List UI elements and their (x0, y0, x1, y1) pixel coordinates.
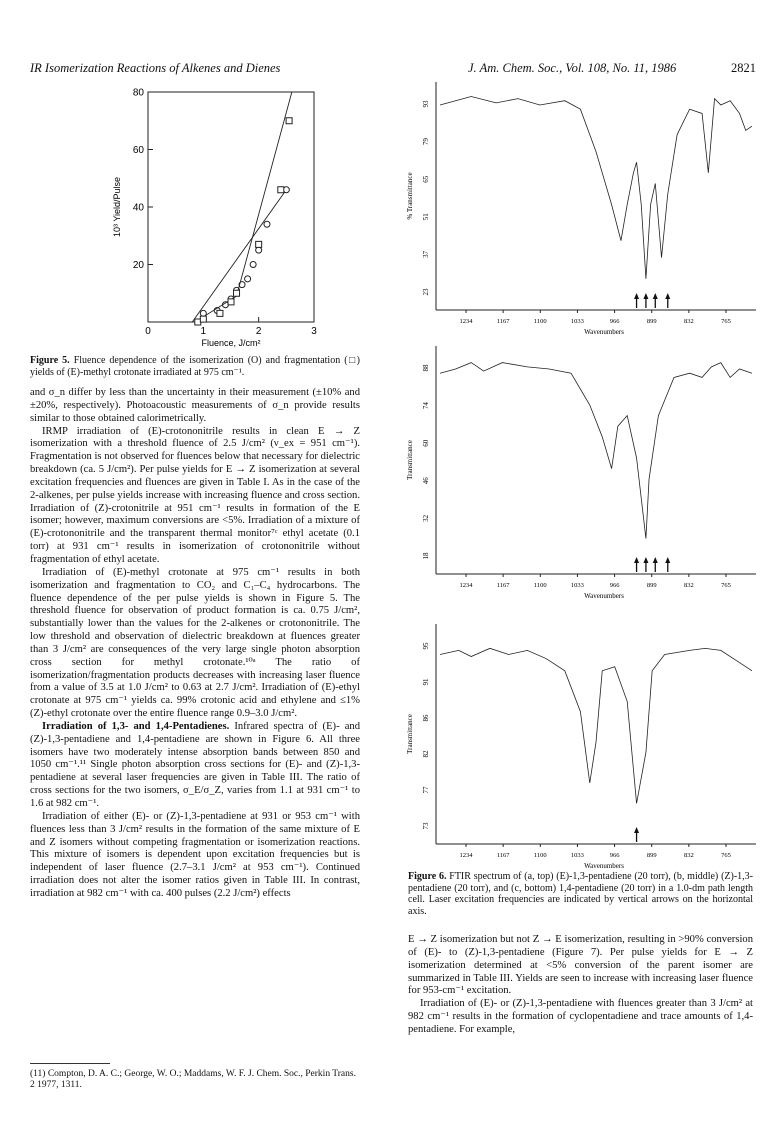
spectrum-x-tick-label: 899 (646, 582, 657, 589)
spectrum-y-tick-label: 77 (422, 786, 430, 794)
x-axis-label: Fluence, J/cm² (201, 338, 261, 348)
spectrum-y-tick-label: 88 (422, 364, 430, 372)
isomerization-fit-line (192, 190, 286, 322)
y-tick-label: 40 (132, 202, 144, 214)
figure-5-caption-label: Figure 5. (30, 355, 70, 366)
spectrum-y-tick-label: 95 (422, 642, 430, 650)
spectrum-y-tick-label: 73 (422, 822, 430, 830)
fragmentation-point (200, 316, 206, 322)
spectrum-x-tick-label: 1234 (459, 852, 473, 859)
page-number: 2821 (731, 61, 756, 75)
spectrum-trace (440, 96, 752, 278)
spectrum-y-tick-label: 23 (422, 288, 430, 296)
spectrum-x-tick-label: 1100 (533, 318, 547, 325)
spectrum-x-tick-label: 1100 (533, 852, 547, 859)
figure-6-caption-label: Figure 6. (408, 871, 447, 882)
plot-frame (148, 92, 314, 322)
x-tick-label: 1 (200, 326, 207, 337)
fragmentation-point (256, 241, 262, 247)
figure-6-caption (408, 871, 753, 917)
left-paragraph-4 (30, 721, 360, 811)
x-tick-label: 3 (311, 326, 317, 337)
right-paragraph-2: Irradiation of (E)- or (Z)-1,3-pentadiene with fluences greater than 3 J/cm² at 982 cm⁻¹ results in the formation of cyclopentadiene and trace amounts of 1,4-pentadiene. For example, (408, 998, 753, 1035)
spectrum-x-tick-label: 1100 (533, 582, 547, 589)
x-tick-label: 2 (255, 326, 262, 337)
left-paragraph-4-text: Infrared spectra of (E)- and (Z)-1,3-pentadiene and 1,4-pentadiene are shown in Figure 6. All three isomers have two moderately intense absorption bands between 850 and 1050 cm⁻¹.¹¹ Single photon absorption cross sections for (E)- and (Z)-1,3-pentadiene at several laser frequencies are given in Table III. The ratio of cross sections for the two isomers, σ_E/σ_Z, varies from 1.1 at 931 cm⁻¹ to 1.6 at 982 cm⁻¹. (30, 720, 360, 809)
figure-5-caption-text: Fluence dependence of the isomerization (O) and fragmentation (□) yields of (E)-methyl crotonate irradiated at 975 cm⁻¹. (30, 355, 360, 378)
section-heading: Irradiation of 1,3- and 1,4-Pentadienes. (42, 720, 230, 732)
spectrum-x-tick-label: 1234 (459, 582, 473, 589)
fragmentation-point (278, 187, 284, 193)
laser-frequency-arrowhead (643, 557, 648, 563)
fragmentation-point (234, 290, 240, 296)
left-column (30, 387, 360, 901)
spectrum-y-tick-label: 65 (422, 175, 430, 183)
spectrum-x-axis-label: Wavenumbers (584, 592, 624, 600)
spectrum-x-tick-label: 1033 (570, 582, 584, 589)
laser-frequency-arrowhead (653, 293, 658, 299)
left-paragraph-2: IRMP irradiation of (E)-crotononitrile results in clean E → Z isomerization with a threshold fluence of 2.5 J/cm² (ν_ex = 951 cm⁻¹). Fragmentation is not observed for fluences below that necessary for dielectric breakdown (ca. 5 J/cm²). Per pulse yields for E → Z isomerization at several excitation frequencies and fluences are given in Table I. As in the case of the 2-alkenes, per pulse yields increase with increasing fluence and cross section. Irradiation of (Z)-crotonitrile at 951 cm⁻¹ results in formation of the E isomer; however, maximum conversions are <5%. Irradiation of a mixture of (E)-crotononitrile and the transparent thermal monitor⁷ᶜ ethyl acetate (0.1 torr) at 931 cm⁻¹ results in isomerization of crotononitrile without fragmentation of ethyl acetate. (30, 425, 360, 565)
running-header-right: J. Am. Chem. Soc., Vol. 108, No. 11, 1986 (468, 61, 677, 75)
spectrum-y-tick-label: 32 (422, 514, 430, 522)
x-tick-label: 0 (145, 326, 151, 337)
spectrum-y-tick-label: 79 (422, 138, 430, 146)
y-axis-label: 10³ Yield/Pulse (112, 176, 122, 238)
left-paragraph-3: Irradiation of (E)-methyl crotonate at 975 cm⁻¹ results in both isomerization and fragmentation to CO₂ and C₁–C₄ hydrocarbons. The fluence dependence of the per pulse yields is shown in Figure 5. The threshold fluence for observation of product formation is ca. 0.75 J/cm², substantially lower than the values for the 2-alkenes or crotononitrile. The low threshold and observation of dielectric breakdown at fluences greater than 3 J/cm² are consequences of the very large single photon absorption cross section for methyl crotonate.¹⁰ᵃ The ratio of isomerization/fragmentation products decreases with increasing laser fluence from a value of 3.5 at 1.0 J/cm² to 0.63 at 2.7 J/cm². Irradiation of (E)-ethyl crotonate at 975 cm⁻¹ yields ca. 99% crotonic acid and ethylene and ≤1% (Z)-ethyl crotonate over the entire fluence range 0.9–3.0 J/cm². (30, 566, 360, 720)
spectrum-y-axis-label: Transmittance (406, 440, 414, 480)
spectrum-x-tick-label: 765 (721, 852, 731, 859)
y-tick-label: 80 (132, 87, 144, 99)
spectrum-x-tick-label: 966 (609, 852, 620, 859)
spectrum-y-tick-label: 93 (422, 100, 430, 108)
laser-frequency-arrowhead (665, 293, 670, 299)
spectrum-x-tick-label: 1033 (570, 852, 584, 859)
spectrum-trace (440, 648, 752, 803)
spectrum-x-tick-label: 966 (609, 318, 620, 325)
spectrum-x-tick-label: 1234 (459, 318, 473, 325)
spectrum-x-tick-label: 765 (721, 318, 731, 325)
isomerization-point (245, 276, 251, 282)
spectrum-x-tick-label: 1033 (570, 318, 584, 325)
left-paragraph-1: and σ_n differ by less than the uncertainty in their measurement (±10% and ±20%, respectively). Photoacoustic measurements of σ_n provide results similar to those obtained calorimetrically. (30, 387, 360, 424)
spectrum-x-tick-label: 832 (683, 318, 694, 325)
spectrum-y-tick-label: 82 (422, 750, 430, 758)
spectrum-x-axis-label: Wavenumbers (584, 328, 624, 336)
figure-6-spectra (400, 78, 760, 868)
figure-5-caption (30, 355, 360, 378)
isomerization-point (256, 247, 262, 253)
spectrum-x-tick-label: 899 (646, 852, 657, 859)
laser-frequency-arrowhead (634, 827, 639, 833)
spectrum-x-tick-label: 966 (609, 582, 620, 589)
spectrum-x-axis-label: Wavenumbers (584, 862, 624, 868)
fragmentation-point (228, 299, 234, 305)
fragmentation-point (286, 118, 292, 124)
spectrum-x-tick-label: 1167 (496, 318, 510, 325)
spectrum-trace (440, 363, 752, 539)
spectrum-y-axis-label: Transmittance (406, 714, 414, 754)
spectrum-panel-c (406, 624, 756, 868)
spectrum-y-tick-label: 60 (422, 439, 430, 447)
right-paragraph-1: E → Z isomerization but not Z → E isomerization, resulting in >90% conversion of (E)- to (Z)-1,3-pentadiene (Figure 7). Per pulse yields for E → Z isomerization determined at <5% conversion of the parent isomer are summarized in Table III. Yields are seen to increase with increasing laser fluence for 953-cm⁻¹ excitation. (408, 934, 753, 997)
y-tick-label: 60 (132, 145, 144, 156)
spectrum-x-tick-label: 765 (721, 582, 731, 589)
spectrum-panel-b (406, 346, 756, 600)
spectrum-panel-a (406, 82, 756, 336)
laser-frequency-arrowhead (634, 557, 639, 563)
laser-frequency-arrowhead (653, 557, 658, 563)
footnote-rule (30, 1063, 110, 1064)
spectrum-y-tick-label: 18 (422, 552, 430, 560)
figure-5-chart (90, 80, 340, 352)
laser-frequency-arrowhead (665, 557, 670, 563)
spectrum-y-axis-label: % Transmittance (406, 172, 414, 220)
right-column (408, 934, 753, 1037)
figure-6-caption-text: FTIR spectrum of (a, top) (E)-1,3-pentadiene (20 torr), (b, middle) (Z)-1,3-pentadiene (20 torr), and (c, bottom) 1,4-pentadiene (20 torr) in a 1.0-dm path length cell. Laser excitation frequencies are indicated by vertical arrows on the horizontal axis. (408, 871, 753, 917)
spectrum-x-tick-label: 1167 (496, 852, 510, 859)
spectrum-x-tick-label: 832 (683, 852, 694, 859)
spectrum-y-tick-label: 51 (422, 213, 430, 221)
running-header-left: IR Isomerization Reactions of Alkenes and Dienes (30, 61, 281, 75)
laser-frequency-arrowhead (643, 293, 648, 299)
spectrum-y-tick-label: 37 (422, 250, 430, 258)
spectrum-x-tick-label: 899 (646, 318, 657, 325)
left-paragraph-5: Irradiation of either (E)- or (Z)-1,3-pentadiene at 931 or 953 cm⁻¹ with fluences less than 3 J/cm² results in the formation of the same mixture of E and Z isomers without competing fragmentation or isomerization reactions. This mixture of isomers is dependent upon excitation frequencies but is independent of laser fluence (2.7–3.1 J/cm² at 953 cm⁻¹). Continued irradiation does not alter the isomer ratios given in Table III. In contrast, irradiation at 982 cm⁻¹ with ca. 400 pulses (2.2 J/cm²) effects (30, 810, 360, 899)
laser-frequency-arrowhead (634, 293, 639, 299)
footnote: (11) Compton, D. A. C.; George, W. O.; Maddams, W. F. J. Chem. Soc., Perkin Trans. 2 1977, 1311. (30, 1069, 356, 1090)
spectrum-y-tick-label: 91 (422, 678, 430, 686)
isomerization-point (264, 221, 270, 227)
spectrum-y-tick-label: 46 (422, 477, 430, 485)
spectrum-y-tick-label: 74 (422, 402, 430, 410)
spectrum-x-tick-label: 1167 (496, 582, 510, 589)
spectrum-x-tick-label: 832 (683, 582, 694, 589)
fragmentation-point (217, 310, 223, 316)
isomerization-point (250, 262, 256, 268)
spectrum-y-tick-label: 86 (422, 714, 430, 722)
y-tick-label: 20 (132, 260, 144, 271)
